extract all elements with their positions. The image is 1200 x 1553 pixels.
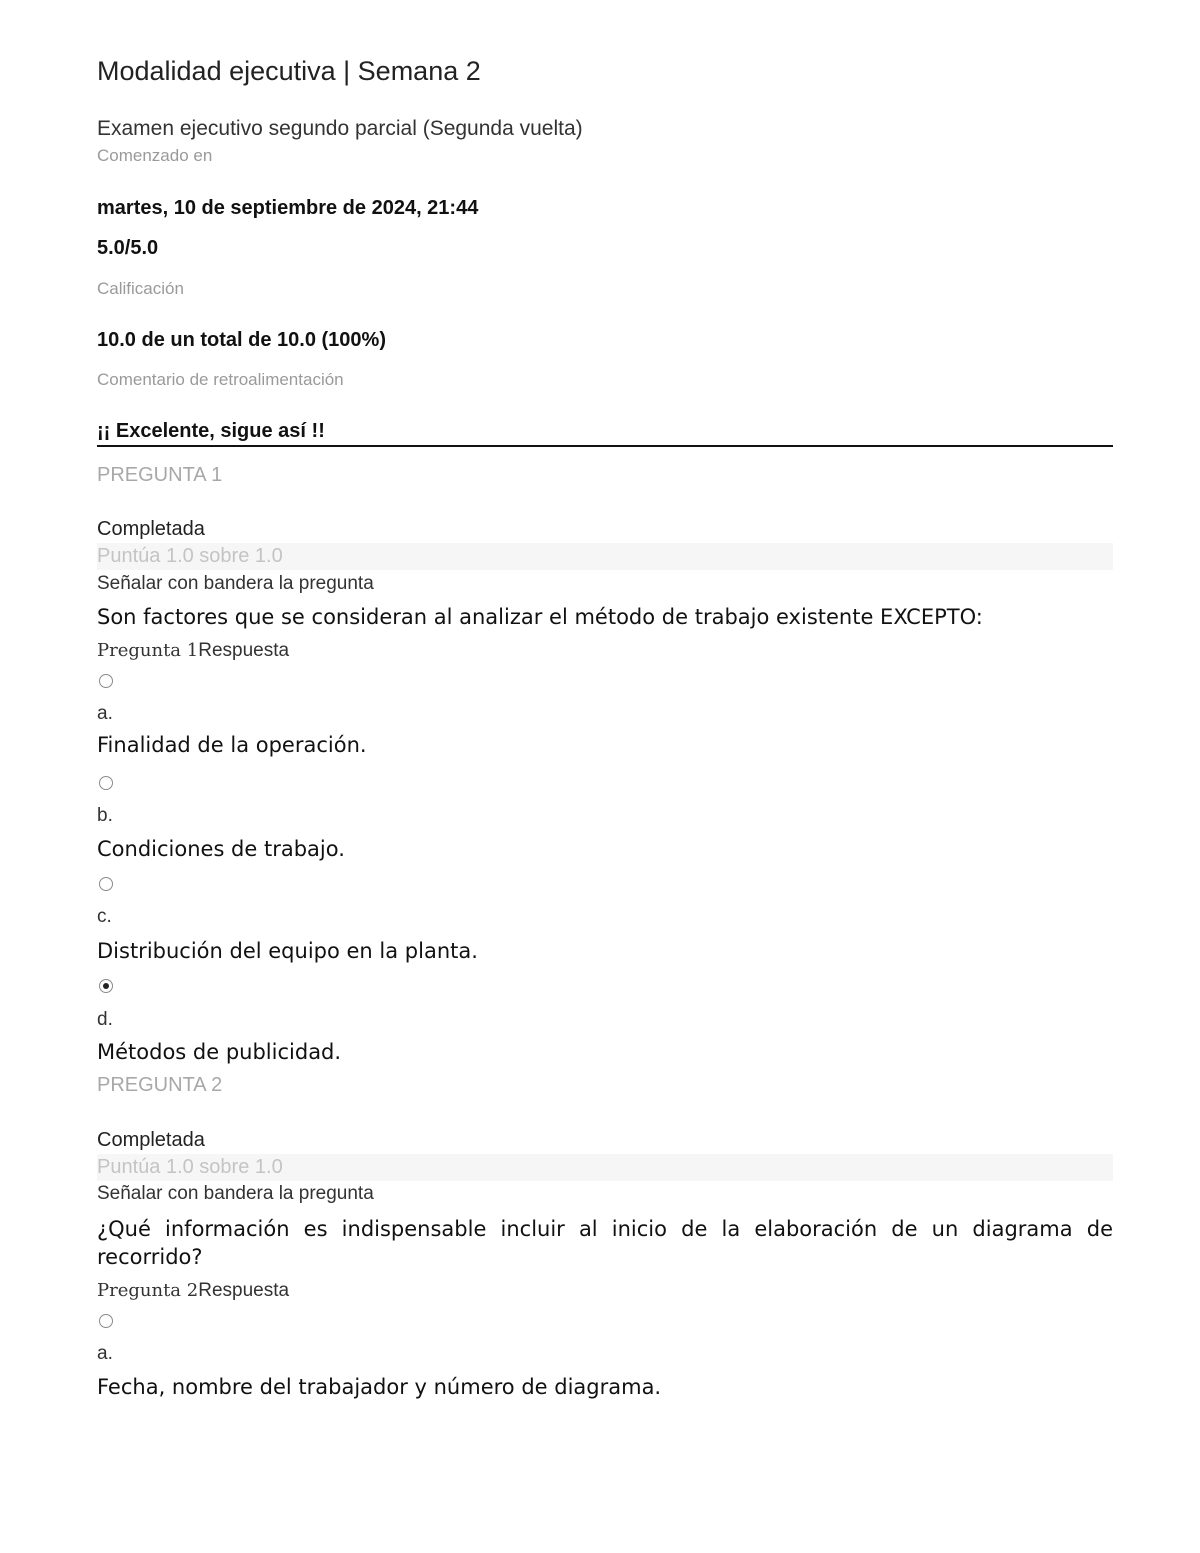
option-d-radio[interactable] bbox=[99, 979, 113, 993]
option-a-text: Fecha, nombre del trabajador y número de diagrama. bbox=[97, 1375, 662, 1399]
question-state: Completada bbox=[97, 518, 205, 540]
answer-label-suffix: Respuesta bbox=[198, 640, 290, 661]
score-value: 5.0/5.0 bbox=[97, 237, 159, 259]
question-grade: Puntúa 1.0 sobre 1.0 bbox=[97, 543, 1113, 570]
question-text: Son factores que se consideran al analizar el método de trabajo existente EXCEPTO: bbox=[97, 605, 983, 629]
option-a-radio[interactable] bbox=[99, 674, 113, 688]
option-a-letter: a. bbox=[97, 1343, 113, 1364]
option-c-text: Distribución del equipo en la planta. bbox=[97, 939, 478, 963]
exam-name: Examen ejecutivo segundo parcial (Segunda vuelta) bbox=[97, 117, 583, 140]
option-d-text: Métodos de publicidad. bbox=[97, 1040, 342, 1064]
question-state: Completada bbox=[97, 1129, 205, 1151]
option-d-letter: d. bbox=[97, 1009, 113, 1030]
question-text: ¿Qué información es indispensable incluir al inicio de la elaboración de un diagrama de recorrido? bbox=[97, 1217, 1113, 1269]
option-b-text: Condiciones de trabajo. bbox=[97, 837, 345, 861]
grade-value: 10.0 de un total de 10.0 (100%) bbox=[97, 329, 386, 351]
feedback-text: ¡¡ Excelente, sigue así !! bbox=[97, 420, 325, 442]
started-value: martes, 10 de septiembre de 2024, 21:44 bbox=[97, 197, 479, 219]
divider bbox=[97, 445, 1113, 447]
flag-question-link[interactable]: Señalar con bandera la pregunta bbox=[97, 1183, 374, 1204]
answer-label bbox=[97, 640, 289, 662]
answer-label-prefix: Pregunta 2 bbox=[97, 1280, 199, 1301]
option-c-letter: c. bbox=[97, 906, 112, 927]
course-title: Modalidad ejecutiva | Semana 2 bbox=[97, 56, 481, 86]
feedback-label: Comentario de retroalimentación bbox=[97, 370, 344, 389]
grade-label: Calificación bbox=[97, 279, 184, 298]
option-a-letter: a. bbox=[97, 703, 113, 724]
answer-label bbox=[97, 1280, 289, 1302]
question-number: PREGUNTA 1 bbox=[97, 464, 223, 486]
question-number: PREGUNTA 2 bbox=[97, 1074, 223, 1096]
flag-question-link[interactable]: Señalar con bandera la pregunta bbox=[97, 573, 374, 594]
option-a-radio[interactable] bbox=[99, 1314, 113, 1328]
started-label: Comenzado en bbox=[97, 146, 213, 165]
answer-label-prefix: Pregunta 1 bbox=[97, 640, 199, 661]
option-b-letter: b. bbox=[97, 805, 113, 826]
option-b-radio[interactable] bbox=[99, 776, 113, 790]
option-c-radio[interactable] bbox=[99, 877, 113, 891]
option-a-text: Finalidad de la operación. bbox=[97, 733, 367, 757]
answer-label-suffix: Respuesta bbox=[198, 1280, 290, 1301]
question-grade: Puntúa 1.0 sobre 1.0 bbox=[97, 1154, 1113, 1181]
